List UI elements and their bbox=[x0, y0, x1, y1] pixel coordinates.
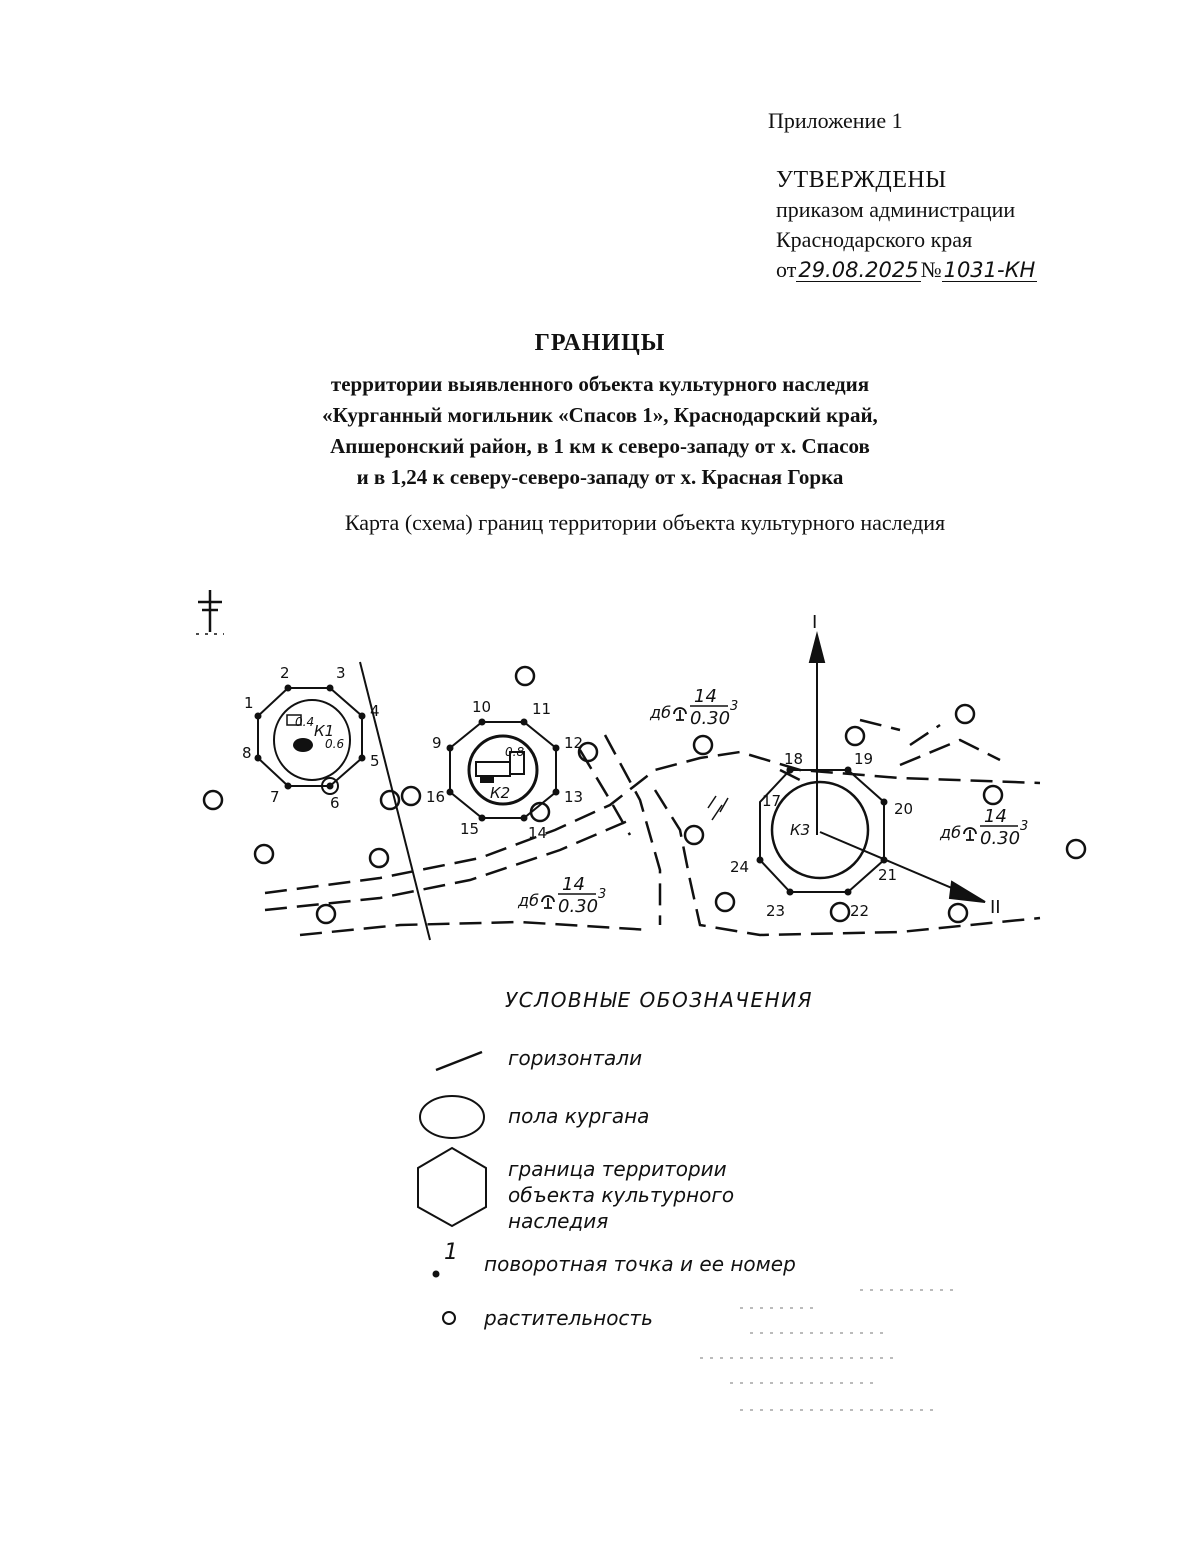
turning-point bbox=[521, 815, 528, 822]
turning-point bbox=[845, 889, 852, 896]
vegetation-circle bbox=[370, 849, 388, 867]
turning-point bbox=[285, 783, 292, 790]
title-heading: ГРАНИЦЫ bbox=[534, 330, 666, 356]
turning-point bbox=[881, 799, 888, 806]
turning-point bbox=[787, 889, 794, 896]
point-number-label: 9 bbox=[432, 734, 442, 752]
point-number-label: 15 bbox=[460, 820, 480, 838]
point-number-label: 22 bbox=[850, 902, 870, 920]
svg-text:дб: дб bbox=[650, 703, 671, 722]
legend-boundary-line-2: объекта культурного bbox=[508, 1183, 735, 1207]
spot-height: 0.8 bbox=[505, 745, 525, 759]
turning-point bbox=[359, 755, 366, 762]
vegetation-circle bbox=[402, 787, 420, 805]
turning-point bbox=[447, 745, 454, 752]
point-number-label: 4 bbox=[370, 702, 380, 720]
map-caption: Карта (схема) границ территории объекта культурного наследия bbox=[344, 510, 946, 535]
legend-boundary-line-1: граница территории bbox=[508, 1157, 727, 1181]
turning-point bbox=[845, 767, 852, 774]
legend-point-symbol bbox=[433, 1271, 440, 1278]
svg-text:3: 3 bbox=[1020, 819, 1029, 834]
turning-point bbox=[327, 685, 334, 692]
point-number-label: 7 bbox=[270, 788, 280, 806]
vegetation-circle bbox=[1067, 840, 1085, 858]
legend-boundary-line-3: наследия bbox=[508, 1209, 609, 1233]
legend-title: УСЛОВНЫЕ ОБОЗНАЧЕНИЯ bbox=[505, 988, 814, 1012]
approved-heading: УТВЕРЖДЕНЫ bbox=[776, 167, 947, 193]
point-number-label: 11 bbox=[532, 700, 552, 718]
boundary-polygon-k1 bbox=[258, 688, 362, 794]
turning-point bbox=[255, 755, 262, 762]
hatching bbox=[708, 796, 728, 820]
svg-text:0.30: 0.30 bbox=[980, 828, 1021, 849]
svg-text:дб: дб bbox=[940, 823, 961, 842]
vegetation-circle bbox=[984, 786, 1002, 804]
legend-mound-label: пола кургана bbox=[508, 1104, 650, 1128]
point-number-label: 18 bbox=[784, 750, 804, 768]
svg-text:14: 14 bbox=[984, 806, 1007, 827]
vegetation-circle bbox=[831, 903, 849, 921]
legend-vegetation-symbol bbox=[443, 1312, 455, 1324]
title-line-1: территории выявленного объекта культурного наследия bbox=[330, 372, 870, 396]
annex-label: Приложение 1 bbox=[768, 108, 903, 133]
point-number-label: 1 bbox=[244, 694, 254, 712]
point-number-label: 17 bbox=[762, 792, 782, 810]
vegetation-circle bbox=[716, 893, 734, 911]
legend-turning-point-label: поворотная точка и ее номер bbox=[484, 1252, 796, 1276]
legend-graphics bbox=[418, 1052, 486, 1324]
svg-text:дб: дб bbox=[518, 891, 539, 910]
point-number-label: 24 bbox=[730, 858, 750, 876]
turning-point bbox=[479, 719, 486, 726]
point-number-label: 21 bbox=[878, 866, 898, 884]
point-number-label: 6 bbox=[330, 794, 340, 812]
legend-boundary-symbol bbox=[418, 1148, 486, 1226]
turning-point bbox=[553, 745, 560, 752]
point-number-label: 2 bbox=[280, 664, 290, 682]
order-date: 29.08.2025 bbox=[798, 258, 919, 282]
mound-label-k1: К1 bbox=[314, 722, 335, 740]
vegetation-circle bbox=[204, 791, 222, 809]
vegetation-circle bbox=[956, 705, 974, 723]
legend-boundary-label bbox=[508, 1156, 734, 1234]
turning-point bbox=[553, 789, 560, 796]
title-line-4: и в 1,24 к северу-северо-западу от х. Красная Горка bbox=[356, 465, 844, 489]
faint-stamp bbox=[700, 1290, 960, 1410]
boundary-polygon-k3 bbox=[760, 770, 884, 892]
turning-point bbox=[521, 719, 528, 726]
order-line-1: приказом администрации bbox=[776, 197, 1016, 222]
point-number-label: 16 bbox=[426, 788, 446, 806]
point-number-label: 8 bbox=[242, 744, 252, 762]
axis-arrows bbox=[810, 635, 985, 902]
legend-vegetation-label: растительность bbox=[484, 1306, 653, 1330]
svg-text:14: 14 bbox=[694, 686, 717, 707]
turning-point bbox=[881, 857, 888, 864]
point-number-label: 12 bbox=[564, 734, 584, 752]
vegetation-circle bbox=[317, 905, 335, 923]
point-number-label: 20 bbox=[894, 800, 914, 818]
spot-height: 0.6 bbox=[325, 737, 345, 751]
point-number-label: 5 bbox=[370, 752, 380, 770]
spot-height: 0.4 bbox=[295, 715, 315, 729]
point-number-label: 3 bbox=[336, 664, 346, 682]
vegetation-circle bbox=[685, 826, 703, 844]
vegetation-circle bbox=[694, 736, 712, 754]
vegetation-circle bbox=[846, 727, 864, 745]
cross-symbol-icon bbox=[196, 590, 224, 634]
legend-point-number: 1 bbox=[444, 1240, 458, 1265]
point-number-label: 10 bbox=[472, 698, 492, 716]
legend-contours-label: горизонтали bbox=[508, 1046, 643, 1070]
order-number: 1031-КН bbox=[943, 258, 1036, 282]
road-lines bbox=[265, 720, 1040, 935]
turning-point bbox=[285, 685, 292, 692]
point-number-label: 19 bbox=[854, 750, 874, 768]
vegetation-circle bbox=[255, 845, 273, 863]
forest-symbol bbox=[649, 686, 738, 729]
vegetation-circle bbox=[381, 791, 399, 809]
axis-label-1: I bbox=[812, 612, 818, 633]
vegetation-circle bbox=[949, 904, 967, 922]
vegetation-circle bbox=[516, 667, 534, 685]
mound-label-k2: К2 bbox=[490, 784, 511, 802]
axis-label-2: II bbox=[990, 897, 1001, 918]
legend-mound-symbol bbox=[420, 1096, 484, 1138]
svg-text:0.30: 0.30 bbox=[690, 708, 731, 729]
forest-symbol bbox=[939, 806, 1028, 849]
svg-text:3: 3 bbox=[598, 887, 607, 902]
title-line-3: Апшеронский район, в 1 км к северо-западу от х. Спасов bbox=[330, 434, 870, 458]
date-prefix: от bbox=[776, 257, 797, 282]
turning-point bbox=[757, 857, 764, 864]
svg-text:14: 14 bbox=[562, 874, 585, 895]
order-line-2: Краснодарского края bbox=[776, 227, 973, 252]
svg-text:3: 3 bbox=[730, 699, 739, 714]
point-number-label: 23 bbox=[766, 902, 786, 920]
mound-label-k3: К3 bbox=[790, 821, 811, 839]
point-number-label: 14 bbox=[528, 824, 548, 842]
svg-text:0.30: 0.30 bbox=[558, 896, 599, 917]
turning-point bbox=[479, 815, 486, 822]
turning-point bbox=[327, 783, 334, 790]
title-line-2: «Курганный могильник «Спасов 1», Краснодарский край, bbox=[322, 403, 878, 427]
legend-contour-symbol bbox=[436, 1052, 482, 1070]
turning-point bbox=[255, 713, 262, 720]
mound-floor-k3 bbox=[772, 782, 868, 878]
turning-point bbox=[359, 713, 366, 720]
point-number-label: 13 bbox=[564, 788, 584, 806]
forest-symbol bbox=[517, 874, 606, 917]
turning-point bbox=[447, 789, 454, 796]
number-prefix: № bbox=[920, 257, 942, 282]
